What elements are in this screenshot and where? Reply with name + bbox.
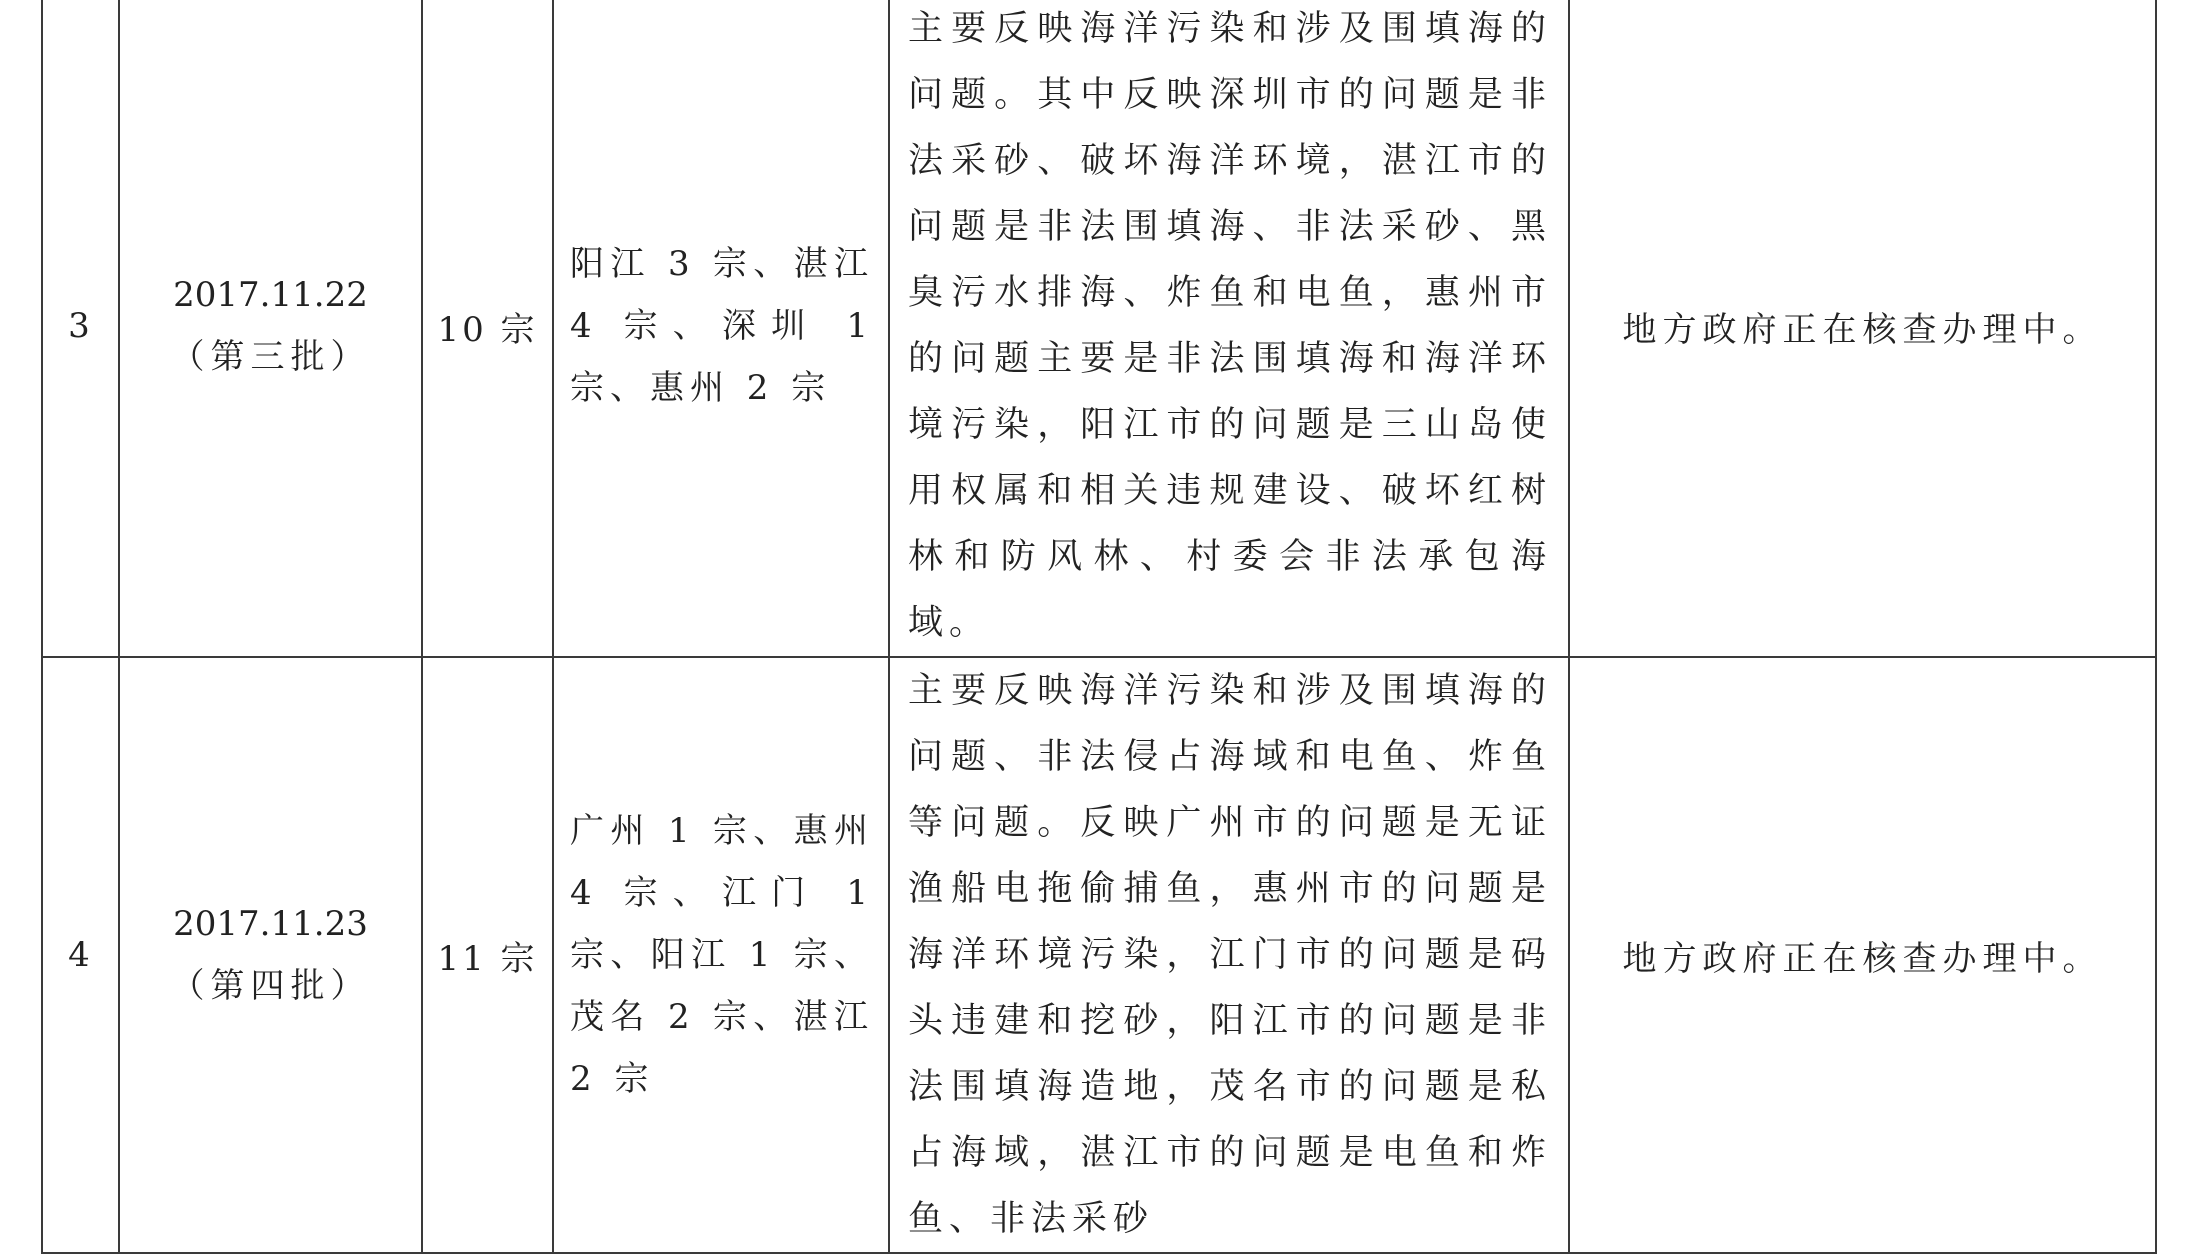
row-number: 4: [42, 657, 119, 1253]
case-locations: 广州 1 宗、惠州 4 宗、江门 1 宗、阳江 1 宗、茂名 2 宗、湛江 2 宗: [553, 657, 889, 1253]
batch-date: 2017.11.23: [173, 904, 368, 944]
table-row: [42, 0, 2156, 657]
batch-label: （第三批）: [170, 337, 371, 377]
handling-status: 地方政府正在核查办理中。: [1569, 0, 2156, 657]
case-count: 10 宗: [422, 0, 553, 657]
batch-label: （第四批）: [170, 966, 371, 1006]
complaint-table: [41, 0, 2157, 1254]
issue-description: 主要反映海洋污染和涉及围填海的问题。其中反映深圳市的问题是非法采砂、破坏海洋环境，湛江市的问题是非法围填海、非法采砂、黑臭污水排海、炸鱼和电鱼，惠州市的问题主要是非法围填海和海洋环境污染，阳江市的问题是三山岛使用权属和相关违规建设、破坏红树林和防风林、村委会非法承包海域。: [889, 0, 1569, 657]
row-number: 3: [42, 0, 119, 657]
case-count: 11 宗: [422, 657, 553, 1253]
handling-status: 地方政府正在核查办理中。: [1569, 657, 2156, 1253]
batch-date: 2017.11.22: [173, 275, 368, 315]
batch-date-cell: [119, 657, 422, 1253]
batch-date-cell: [119, 0, 422, 657]
issue-description: 主要反映海洋污染和涉及围填海的问题、非法侵占海域和电鱼、炸鱼等问题。反映广州市的问题是无证渔船电拖偷捕鱼，惠州市的问题是海洋环境污染，江门市的问题是码头违建和挖砂，阳江市的问题是非法围填海造地，茂名市的问题是私占海域，湛江市的问题是电鱼和炸鱼、非法采砂: [889, 657, 1569, 1253]
table-row: [42, 657, 2156, 1253]
case-locations: 阳江 3 宗、湛江 4 宗、深圳 1 宗、惠州 2 宗: [553, 0, 889, 657]
